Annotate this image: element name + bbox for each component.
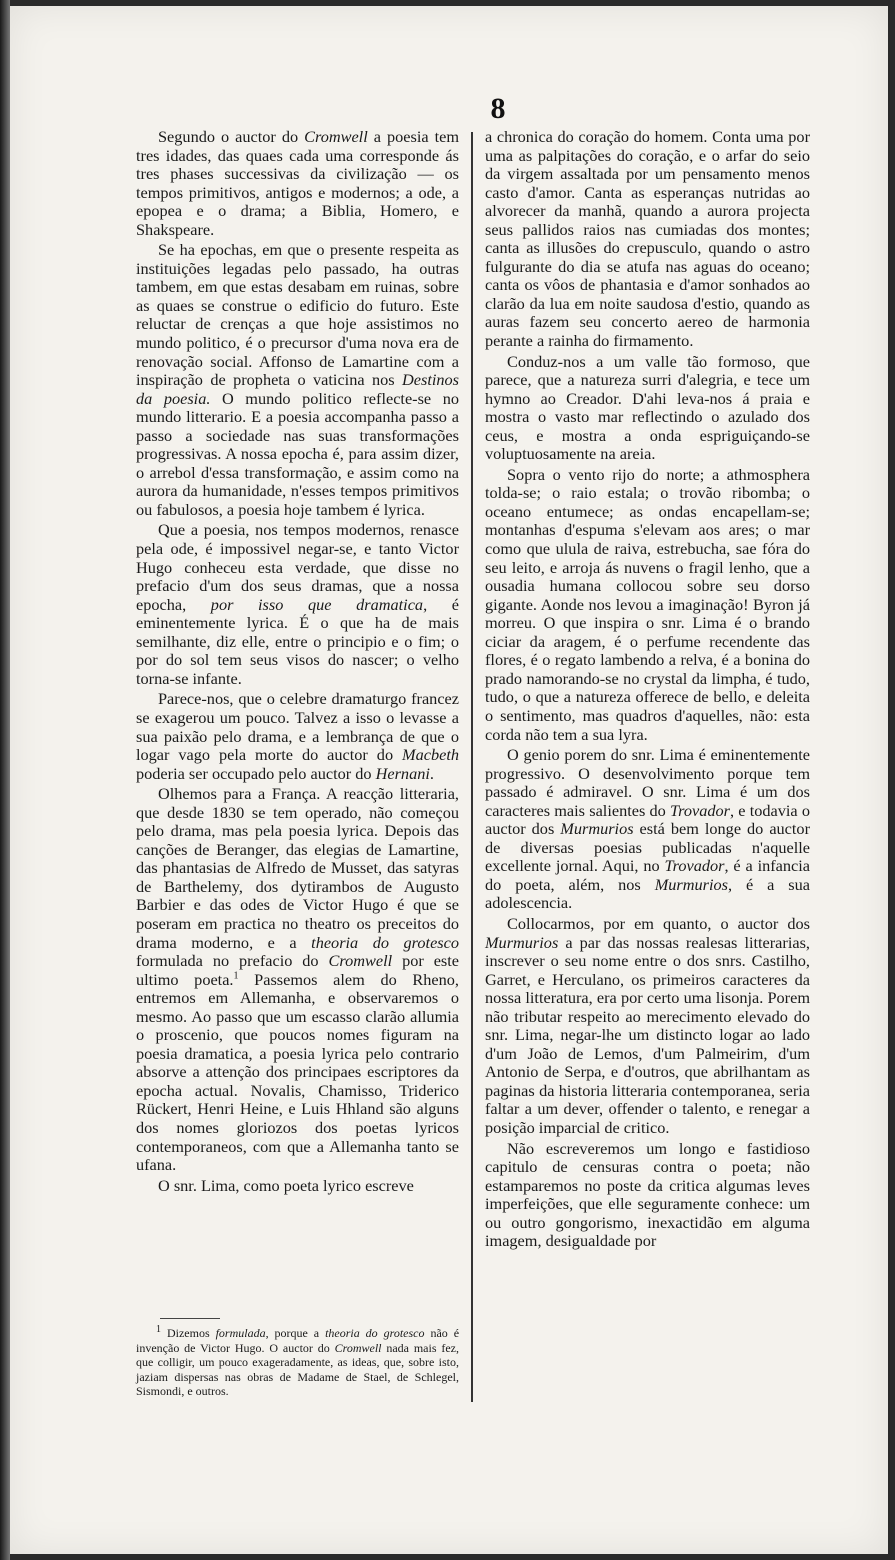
footnote-number: 1 — [156, 1324, 161, 1335]
page-number: 8 — [490, 92, 506, 125]
paragraph: a chronica do coração do homem. Conta uma por uma as palpitações do coração, e o arfar do seio da virgem assaltada por um pensamento menos casto d'amor. Canta as esperanças nutridas ao alvorecer da manhã, quando a aurora projecta seus pallidos raios nas cumiadas dos montes; canta as illusões do crepusculo, quando o astro fulgurante do dia se atufa nas aguas do oceano; canta os vôos de phantasia e d'amor sonhados ao clarão da lua em noite saudosa d'estio, quando as auras fazem seu concerto aereo de harmonia perante a rainha do firmamento. — [485, 127, 810, 351]
paragraph: Olhemos para a França. A reacção litteraria, que desde 1830 se tem operado, não começou pelo drama, mas pela poesia lyrica. Depois das canções de Beranger, das elegias de Lamartine, das phantasias de Alfredo de Musset, das satyras de Barthelemy, dos dytirambos de Augusto Barbier e das odes de Victor Hugo é que se poseram em practica no theatro os preceitos do drama moderno, e a theoria do grotesco formulada no prefacio do Cromwell por este ultimo poeta.$^1$ Passemos alem do Rheno, entremos em Allemanha, e observaremos o mesmo. Ao passo que um escasso clarão allumia o proscenio, que poucos nomes figuram na poesia dramatica, a poesia lyrica pelo contrario absorve a attenção dos principaes escriptores da epocha actual. Novalis, Chamisso, Triderico Rückert, Henri Heine, e Luis Hhland são alguns dos nomes gloriozos dos poetas lyricos contemporaneos, com que a Allemanha tanto se ufana. — [136, 784, 460, 1175]
paragraph: Que a poesia, nos tempos modernos, renasce pela ode, é impossivel negar-se, e tanto Victor Hugo conheceu esta verdade, que disse no prefacio d'um dos seus dramas, que a nossa epocha, por isso que dramatica, é eminentemente lyrica. É o que ha de mais semilhante, diz elle, entre o principio e o fim; o por do sol tem seus visos do nascer; o velho torna-se infante. — [136, 520, 459, 688]
paragraph: Conduz-nos a um valle tão formoso, que parece, que a natureza surri d'alegria, e tece um hymno ao Creador. D'ahi leva-nos á praia e mostra o vasto mar reflectindo o azulado dos ceus, e mostra a onda espriguiçando-se voluptuosamente na areia. — [485, 351, 810, 464]
paragraph: Sopra o vento rijo do norte; a athmosphera tolda-se; o raio estala; o trovão ribomba; o oceano entumece; as ondas encapellam-se; montanhas d'espuma s'elevam aos ares; o mar como que ulula de raiva, estrebucha, sae fóra do seu leito, e arroja ás nuvens o fragil lenho, que a ousadia humana collocou sobre seu dorso gigante. Aonde nos levou a imaginação! Byron já morreu. O que inspira o snr. Lima é o brando ciciar da aragem, é o perfume recendente das flores, é o regato lambendo a relva, é a bonina do prado namorando-se no crystal da limpha, é tudo, tudo, o que a natureza offerece de bello, e deleita o sentimento, mas quadros d'aquelles, não: esta corda não tem a sua lyra. — [485, 464, 810, 744]
footnote-marker: 1 — [233, 970, 239, 982]
paragraph: Parece-nos, que o celebre dramaturgo francez se exagerou um pouco. Talvez a isso o levasse a sua paixão pelo drama, e a lembrança de que o logar vago pela morte do auctor do Macbeth poderia ser occupado pelo auctor do Hernani. — [136, 689, 459, 783]
paragraph: Collocarmos, por em quanto, o auctor dos Murmurios a par das nossas realesas litterarias, inscrever o seu nome entre o dos snrs. Castilho, Garret, e Herculano, os primeiros caracteres da nossa litteratura, era por certo uma lisonja. Porem não tributar respeito ao merecimento elevado do snr. Lima, negar-lhe um distincto logar ao lado d'um João de Lemos, d'um Palmeirim, d'um Antonio de Serpa, e d'outros, que abrilhantam as paginas da historia litteraria contemporanea, seria faltar a um dever, offender o talento, e renegar a posição imparcial de critico. — [485, 913, 810, 1137]
right-column — [485, 128, 810, 1253]
book-spine-edge — [0, 0, 10, 1560]
paragraph: Se ha epochas, em que o presente respeita as instituições legadas pelo passado, ha outras tambem, em que estas desabam em ruinas, sobre as quaes se construe o edificio do futuro. Este reluctar de crenças a que hoje assistimos no mundo politico, é o precursor d'uma nova era de renovação social. Affonso de Lamartine com a inspiração de propheta o vaticina nos Destinos da poesia. O mundo politico reflecte-se no mundo litterario. E a poesia accompanha passo a passo a sociedade nas suas transformações progressivas. A nossa epocha é, para assim dizer, o arrebol d'essa transformação, e assim como na aurora da humanidade, n'esses tempos primitivos ou fabulosos, a poesia hoje tambem é lyrica. — [136, 240, 459, 519]
footnote-divider — [160, 1318, 220, 1319]
paragraph: O snr. Lima, como poeta lyrico escreve — [158, 1175, 414, 1195]
left-column — [136, 128, 459, 1197]
paragraph: Segundo o auctor do Cromwell a poesia tem tres idades, das quaes cada uma corresponde ás tres phases successivas da civilização — os tempos primitivos, antigos e modernos; a ode, a epopea e o drama; a Biblia, Homero, e Shakspeare. — [136, 127, 459, 239]
paragraph: Não escreveremos um longo e fastidioso capitulo de censuras contra o poeta; não estamparemos no poste da critica algumas leves imperfeições, que elle seguramente conhece: um ou outro gongorismo, inexactidão em alguma imagem, desigualdade por — [485, 1138, 810, 1251]
paragraph: O genio porem do snr. Lima é eminentemente progressivo. O desenvolvimento porque tem passado é admiravel. O snr. Lima é um dos caracteres mais salientes do Trovador, e todavia o auctor dos Murmurios está bem longe do auctor de diversas poesias publicadas n'aquelle excellente jornal. Aqui, no Trovador, é a infancia do poeta, além, nos Murmurios, é a sua adolescencia. — [485, 745, 811, 913]
footnote — [136, 1326, 459, 1399]
footnote-text: $^1$ Dizemos formulada, porque a theoria do grotesco não é invenção de Victor Hugo. O auctor do Cromwell nada mais fez, que colligir, um pouco exageradamente, as ideas, que, sobre isto, jaziam dispersas nas obras de Madame de Stael, de Schlegel, Sismondi, e outros. — [136, 1324, 460, 1399]
column-divider — [471, 132, 473, 1402]
